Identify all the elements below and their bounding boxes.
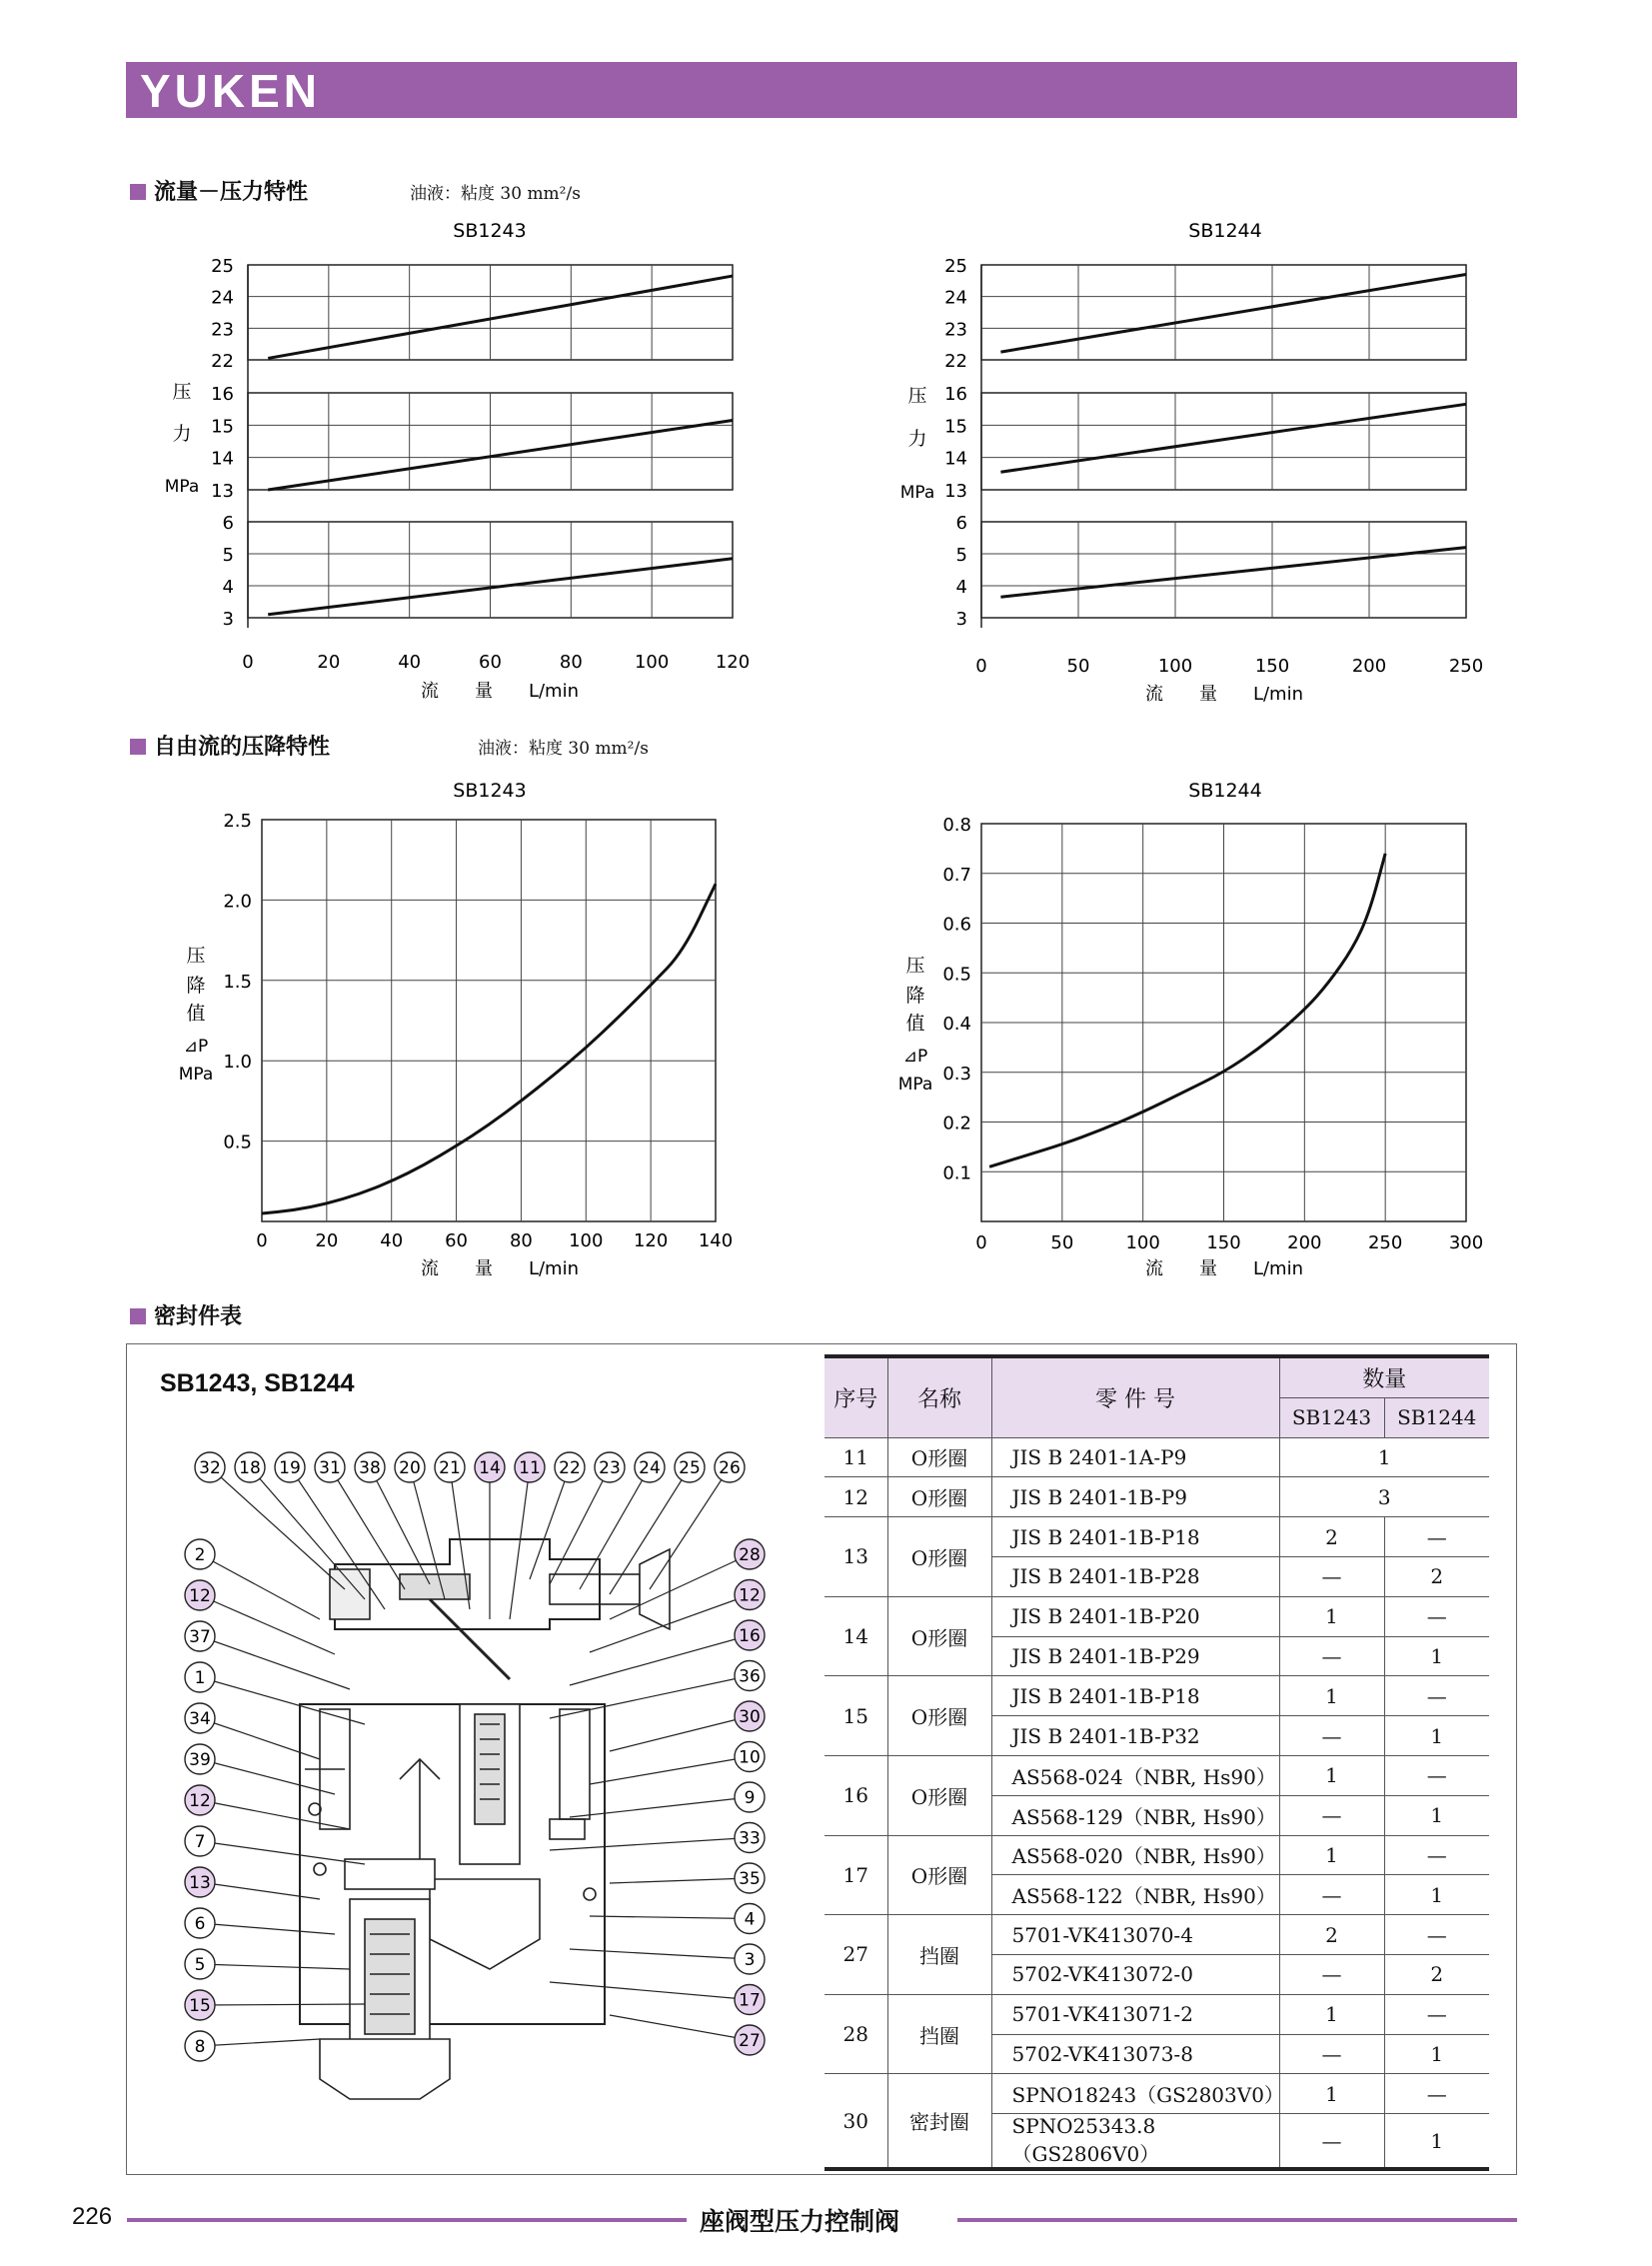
x-tick-label: 250 — [1367, 1232, 1403, 1253]
leader-line — [590, 1916, 750, 1919]
callout-label: 1 — [194, 1668, 206, 1688]
chart-sb1244-flow-pressure — [944, 220, 1483, 677]
y-tick-label: 24 — [211, 287, 234, 309]
leader-line — [200, 1923, 335, 1934]
cell-name: O形圈 — [887, 1676, 991, 1756]
y-tick-label: 6 — [222, 513, 234, 534]
table-row — [825, 1755, 1489, 1795]
y-tick-label: 16 — [944, 384, 967, 405]
panel-frame — [981, 522, 1466, 618]
y-tick-label: 0.1 — [942, 1162, 971, 1184]
callout-label: 31 — [319, 1458, 341, 1478]
cell-name: 挡圈 — [887, 1915, 991, 1995]
callout-label: 27 — [739, 2031, 761, 2051]
x-tick-label: 20 — [315, 1230, 339, 1251]
cell-part-number: JIS B 2401-1B-P9 — [991, 1477, 1279, 1517]
cell-part-number: AS568-129（NBR, Hs90） — [991, 1795, 1279, 1835]
leader-line — [200, 1718, 320, 1759]
callout-label: 12 — [739, 1585, 761, 1606]
series-line — [1000, 404, 1466, 472]
chart-title: SB1243 — [453, 780, 527, 802]
cell-no: 16 — [825, 1755, 887, 1835]
x-tick-label: 80 — [509, 1230, 533, 1251]
x-tick-label: 60 — [445, 1230, 469, 1251]
callout-label: 32 — [199, 1458, 221, 1478]
cell-part-number: JIS B 2401-1B-P32 — [991, 1716, 1279, 1756]
x-tick-label: 150 — [1254, 656, 1290, 677]
callout-label: 7 — [194, 1832, 206, 1852]
x-tick-label: 40 — [398, 652, 422, 673]
x-tick-label: 0 — [975, 1232, 987, 1253]
cell-qty-sb1243: — — [1279, 2114, 1384, 2170]
y-tick-label: 23 — [211, 319, 234, 341]
y-tick-label: 2.0 — [223, 891, 252, 913]
x-tick-label: 60 — [479, 652, 502, 673]
table-row — [825, 1596, 1489, 1636]
cell-qty-sb1244: 1 — [1384, 2114, 1489, 2170]
footer-title: 座阀型压力控制阀 — [700, 2207, 900, 2236]
callout-label: 35 — [739, 1869, 761, 1889]
callout-label: 22 — [559, 1458, 581, 1478]
panel-frame — [981, 393, 1466, 490]
y-tick-label: 0.6 — [942, 914, 971, 936]
callout-label: 14 — [479, 1458, 501, 1478]
x-tick-label: 120 — [633, 1230, 669, 1251]
chart-title: SB1243 — [453, 220, 527, 242]
yuken-logo: YUKEN — [140, 65, 322, 117]
cell-no: 27 — [825, 1915, 887, 1995]
col-header-qty: 数量 — [1279, 1356, 1489, 1397]
y-axis-label: ⊿P — [902, 1047, 928, 1067]
leader-line — [200, 1636, 350, 1689]
cell-qty-sb1243: 2 — [1279, 1517, 1384, 1557]
x-tick-label: 140 — [698, 1230, 734, 1251]
cell-qty-sb1243: 1 — [1279, 1596, 1384, 1636]
x-tick-label: 100 — [1125, 1232, 1160, 1253]
cell-qty-sb1243: 1 — [1279, 1676, 1384, 1716]
leader-line — [200, 1595, 335, 1654]
page-number: 226 — [72, 2203, 113, 2230]
section-title-text: 自由流的压降特性 — [154, 735, 331, 760]
x-tick-label: 20 — [317, 652, 341, 673]
section-title-seal-table — [130, 1299, 242, 1330]
y-tick-label: 0.7 — [942, 864, 971, 886]
cell-name: O形圈 — [887, 1437, 991, 1477]
callout-label: 38 — [359, 1458, 381, 1478]
leader-line — [610, 1716, 750, 1751]
series-curve — [262, 884, 716, 1213]
callout-label: 10 — [739, 1747, 761, 1768]
table-row — [825, 2074, 1489, 2114]
y-tick-label: 0.5 — [223, 1132, 252, 1153]
cell-qty-sb1243: 1 — [1279, 1835, 1384, 1875]
leader-line — [590, 1757, 750, 1785]
cell-name: 挡圈 — [887, 1994, 991, 2074]
cell-qty-sb1244: — — [1384, 1517, 1489, 1557]
cell-qty-sb1243: — — [1279, 1636, 1384, 1676]
series-line — [1000, 275, 1466, 353]
callout-label: 28 — [739, 1545, 761, 1565]
y-tick-label: 23 — [944, 319, 967, 341]
callout-label: 34 — [189, 1709, 211, 1729]
cell-qty-sb1244: — — [1384, 1994, 1489, 2034]
cell-part-number: AS568-024（NBR, Hs90） — [991, 1755, 1279, 1795]
series-line — [1000, 548, 1466, 598]
x-tick-label: 250 — [1448, 656, 1484, 677]
cell-qty-sb1244: 1 — [1384, 1875, 1489, 1915]
table-row — [825, 1477, 1489, 1517]
cell-qty-sb1244: 2 — [1384, 1556, 1489, 1596]
callout-label: 8 — [194, 2037, 206, 2057]
chart-sb1244-pressure-drop — [942, 780, 1483, 1253]
col-header-qty-sb1244: SB1244 — [1384, 1397, 1489, 1437]
table-row — [825, 1676, 1489, 1716]
y-tick-label: 16 — [211, 384, 234, 405]
y-tick-label: 0.4 — [942, 1014, 971, 1035]
y-axis-label: 降 — [186, 975, 206, 997]
callout-label: 9 — [744, 1788, 756, 1808]
leader-line — [200, 1554, 320, 1619]
chart-title: SB1244 — [1188, 780, 1262, 802]
y-tick-label: 4 — [955, 577, 967, 598]
leader-line — [200, 1841, 365, 1864]
cell-qty-sb1244: 1 — [1384, 1795, 1489, 1835]
y-tick-label: 24 — [944, 287, 967, 309]
square-bullet-icon — [130, 1308, 146, 1324]
valve-cross-section-diagram — [170, 1439, 820, 2159]
callout-label: 16 — [739, 1626, 761, 1646]
cell-part-number: JIS B 2401-1B-P20 — [991, 1596, 1279, 1636]
leader-line — [570, 1635, 750, 1685]
cell-part-number: SPNO25343.8（GS2806V0） — [991, 2114, 1279, 2170]
callout-label: 5 — [194, 1955, 206, 1975]
leader-line — [610, 1554, 750, 1619]
y-tick-label: 0.3 — [942, 1063, 971, 1085]
leader-line — [570, 1797, 750, 1817]
cell-part-number: 5702-VK413072-0 — [991, 1954, 1279, 1994]
callout-label: 4 — [744, 1909, 756, 1930]
leader-line — [200, 1759, 335, 1794]
x-axis-label: 流 量 L/min — [420, 1258, 580, 1279]
x-tick-label: 50 — [1050, 1232, 1074, 1253]
callout-label: 19 — [279, 1458, 301, 1478]
y-tick-label: 25 — [944, 256, 967, 277]
cell-name: O形圈 — [887, 1596, 991, 1676]
footer-rule-left — [127, 2218, 687, 2222]
y-tick-label: 0.5 — [942, 964, 971, 986]
chart-sb1243-flow-pressure — [211, 220, 750, 673]
y-axis-label: 值 — [186, 1003, 206, 1025]
cell-part-number: 5702-VK413073-8 — [991, 2034, 1279, 2074]
y-axis-label: MPa — [897, 1075, 933, 1095]
cell-qty-common: 1 — [1279, 1437, 1489, 1477]
cell-no: 14 — [825, 1596, 887, 1676]
cell-name: O形圈 — [887, 1517, 991, 1597]
callout-label: 21 — [439, 1458, 461, 1478]
callout-label: 3 — [744, 1950, 756, 1970]
x-tick-label: 100 — [569, 1230, 604, 1251]
cell-qty-sb1244: — — [1384, 1755, 1489, 1795]
cell-qty-sb1244: 2 — [1384, 1954, 1489, 1994]
callout-label: 24 — [639, 1458, 661, 1478]
y-axis-label: 压 — [186, 945, 206, 967]
y-tick-label: 15 — [944, 416, 967, 438]
callout-label: 12 — [189, 1586, 211, 1606]
cell-name: 密封圈 — [887, 2074, 991, 2169]
leader-line — [200, 1677, 365, 1724]
chart-frame — [262, 820, 716, 1221]
cell-qty-sb1243: — — [1279, 1795, 1384, 1835]
cell-no: 28 — [825, 1994, 887, 2074]
y-axis-label: 压 — [905, 955, 925, 977]
series-line — [268, 559, 733, 615]
cell-part-number: JIS B 2401-1B-P18 — [991, 1676, 1279, 1716]
y-tick-label: 0.8 — [942, 815, 971, 836]
y-axis-label: MPa — [899, 483, 935, 503]
y-axis-label: ⊿P — [183, 1037, 209, 1057]
col-header-part-no: 零 件 号 — [991, 1356, 1279, 1437]
y-tick-label: 3 — [222, 609, 234, 630]
col-header-name: 名称 — [887, 1356, 991, 1437]
y-tick-label: 25 — [211, 256, 234, 277]
y-tick-label: 1.5 — [223, 971, 252, 993]
y-tick-label: 6 — [955, 513, 967, 534]
callout-label: 18 — [239, 1458, 261, 1478]
table-row — [825, 1994, 1489, 2034]
x-tick-label: 200 — [1287, 1232, 1322, 1253]
cell-part-number: SPNO18243（GS2803V0） — [991, 2074, 1279, 2114]
callout-label: 23 — [599, 1458, 621, 1478]
series-line — [268, 420, 733, 490]
cell-name: O形圈 — [887, 1835, 991, 1915]
x-tick-label: 120 — [715, 652, 751, 673]
y-tick-label: 14 — [944, 448, 967, 470]
callout-label: 39 — [189, 1750, 211, 1770]
y-tick-label: 22 — [944, 351, 967, 372]
table-row — [825, 1915, 1489, 1955]
cell-qty-sb1244: — — [1384, 2074, 1489, 2114]
leader-line — [650, 1467, 730, 1589]
callout-label: 20 — [399, 1458, 421, 1478]
chart-sb1243-pressure-drop — [223, 780, 733, 1251]
x-axis-label: 流 量 L/min — [1144, 684, 1304, 705]
oil-note: 油液：粘度 30 mm²/s — [478, 739, 649, 759]
leader-line — [200, 2004, 365, 2005]
panel-frame — [981, 265, 1466, 360]
cell-part-number: AS568-122（NBR, Hs90） — [991, 1875, 1279, 1915]
cell-part-number: JIS B 2401-1A-P9 — [991, 1437, 1279, 1477]
cell-qty-sb1243: 1 — [1279, 1994, 1384, 2034]
callout-label: 6 — [194, 1914, 206, 1934]
y-tick-label: 13 — [944, 481, 967, 502]
callout-label: 2 — [194, 1545, 206, 1565]
callout-label: 25 — [679, 1458, 701, 1478]
x-tick-label: 300 — [1448, 1232, 1484, 1253]
section-title-text: 密封件表 — [154, 1304, 243, 1329]
x-axis-label: 流 量 L/min — [420, 681, 580, 702]
leader-line — [250, 1467, 365, 1599]
cell-qty-sb1243: — — [1279, 1716, 1384, 1756]
cell-no: 17 — [825, 1835, 887, 1915]
callout-label: 11 — [519, 1458, 541, 1478]
col-header-no: 序号 — [825, 1356, 887, 1437]
y-axis-label: 降 — [905, 985, 925, 1007]
seal-parts-table — [825, 1354, 1489, 2171]
series-line — [268, 276, 733, 358]
y-axis-label: 力 — [172, 423, 192, 445]
y-axis-label: MPa — [164, 477, 200, 497]
callout-label: 17 — [739, 1990, 761, 2011]
x-axis-label: 流 量 L/min — [1144, 1258, 1304, 1279]
y-axis-label: 压 — [172, 381, 192, 403]
axis-labels — [165, 381, 1303, 1279]
x-tick-label: 80 — [559, 652, 583, 673]
cell-name: O形圈 — [887, 1755, 991, 1835]
leader-line — [550, 1982, 750, 2000]
cell-part-number: 5701-VK413070-4 — [991, 1915, 1279, 1955]
cell-qty-sb1244: — — [1384, 1835, 1489, 1875]
table-row — [825, 1517, 1489, 1557]
cell-part-number: AS568-020（NBR, Hs90） — [991, 1835, 1279, 1875]
callout-label: 13 — [189, 1873, 211, 1893]
seal-model-title: SB1243, SB1244 — [160, 1369, 355, 1397]
y-tick-label: 2.5 — [223, 811, 252, 832]
cell-part-number: JIS B 2401-1B-P18 — [991, 1517, 1279, 1557]
y-tick-label: 5 — [955, 545, 967, 566]
cell-qty-sb1244: — — [1384, 1596, 1489, 1636]
cell-part-number: 5701-VK413071-2 — [991, 1994, 1279, 2034]
x-tick-label: 0 — [256, 1230, 268, 1251]
leader-line — [610, 1878, 750, 1883]
y-axis-label: 力 — [907, 428, 927, 450]
cell-qty-sb1243: 2 — [1279, 1915, 1384, 1955]
cell-qty-sb1243: — — [1279, 1556, 1384, 1596]
y-tick-label: 4 — [222, 577, 234, 598]
footer-rule-right — [957, 2218, 1517, 2222]
leader-line — [200, 1882, 320, 1899]
x-tick-label: 100 — [1157, 656, 1193, 677]
cell-qty-sb1243: — — [1279, 1875, 1384, 1915]
x-tick-label: 100 — [634, 652, 670, 673]
callout-label: 36 — [739, 1666, 761, 1687]
cell-qty-sb1243: 1 — [1279, 1755, 1384, 1795]
x-tick-label: 40 — [380, 1230, 404, 1251]
x-tick-label: 200 — [1351, 656, 1387, 677]
col-header-qty-sb1243: SB1243 — [1279, 1397, 1384, 1437]
cell-qty-common: 3 — [1279, 1477, 1489, 1517]
y-tick-label: 0.2 — [942, 1113, 971, 1134]
callout-label: 30 — [739, 1707, 761, 1727]
callout-label: 26 — [719, 1458, 741, 1478]
callout-label: 33 — [739, 1828, 761, 1849]
x-tick-label: 150 — [1206, 1232, 1241, 1253]
cell-qty-sb1243: — — [1279, 2034, 1384, 2074]
cell-qty-sb1244: 1 — [1384, 1636, 1489, 1676]
cell-part-number: JIS B 2401-1B-P29 — [991, 1636, 1279, 1676]
x-tick-label: 0 — [242, 652, 254, 673]
y-tick-label: 13 — [211, 481, 234, 502]
y-tick-label: 14 — [211, 448, 234, 470]
y-axis-label: 压 — [907, 385, 927, 407]
series-curve — [989, 854, 1385, 1166]
y-tick-label: 1.0 — [223, 1052, 252, 1074]
leader-line — [200, 1964, 350, 1969]
cell-no: 11 — [825, 1437, 887, 1477]
leader-line — [200, 2039, 320, 2046]
chart-title: SB1244 — [1188, 220, 1262, 242]
cell-qty-sb1243: — — [1279, 1954, 1384, 1994]
oil-note: 油液：粘度 30 mm²/s — [410, 184, 581, 204]
cell-part-number: JIS B 2401-1B-P28 — [991, 1556, 1279, 1596]
y-axis-label: MPa — [178, 1065, 214, 1085]
leader-line — [610, 2015, 750, 2040]
cell-qty-sb1243: 1 — [1279, 2074, 1384, 2114]
y-tick-label: 22 — [211, 351, 234, 372]
cell-no: 12 — [825, 1477, 887, 1517]
cell-qty-sb1244: 1 — [1384, 2034, 1489, 2074]
cell-name: O形圈 — [887, 1477, 991, 1517]
x-tick-label: 0 — [975, 656, 987, 677]
cell-no: 15 — [825, 1676, 887, 1756]
callout-label: 37 — [189, 1627, 211, 1647]
section-title-text: 流量－压力特性 — [154, 180, 309, 205]
table-row — [825, 1835, 1489, 1875]
cell-qty-sb1244: 1 — [1384, 1716, 1489, 1756]
leader-line — [570, 1949, 750, 1959]
y-axis-label: 值 — [905, 1013, 925, 1035]
callout-label: 12 — [189, 1791, 211, 1811]
cell-no: 13 — [825, 1517, 887, 1597]
y-tick-label: 3 — [955, 609, 967, 630]
cell-no: 30 — [825, 2074, 887, 2169]
cell-qty-sb1244: — — [1384, 1676, 1489, 1716]
y-tick-label: 15 — [211, 416, 234, 438]
y-tick-label: 5 — [222, 545, 234, 566]
cell-qty-sb1244: — — [1384, 1915, 1489, 1955]
x-tick-label: 50 — [1066, 656, 1090, 677]
callout-label: 15 — [189, 1996, 211, 2016]
table-row — [825, 1437, 1489, 1477]
